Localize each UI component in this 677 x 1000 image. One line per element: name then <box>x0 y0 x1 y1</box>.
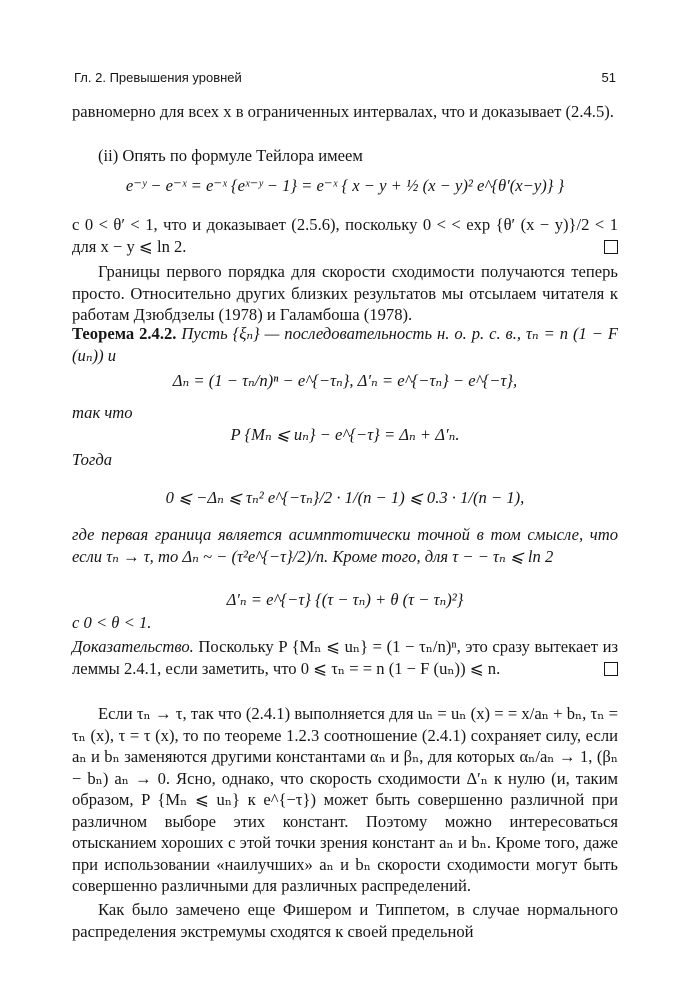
theorem-statement <box>72 323 618 366</box>
paragraph-asymptotic: где первая граница является асимптотически точной в том смысле, что если τₙ → τ, то Δₙ ~ − (τ²e^{−τ}/2)/n. Кроме того, для τ − − τₙ ⩽ ln 2 <box>72 525 618 566</box>
paragraph-fisher-tippett: Как было замечено еще Фишером и Типпетом, в случае нормального распределения экстремумы сходятся к своей предельной <box>72 900 618 941</box>
proof-paragraph <box>72 636 618 679</box>
equation-deltas: Δₙ = (1 − τₙ/n)ⁿ − e^{−τₙ}, Δ′ₙ = e^{−τₙ} − e^{−τ}, <box>172 371 518 390</box>
paragraph-normalization: Если τₙ → τ, так что (2.4.1) выполняется для uₙ = uₙ (x) = = x/aₙ + bₙ, τₙ = τₙ (x), τ = τ (x), то по теореме 1.2.3 соотношение (2.4.1) сохраняет силу, если aₙ и bₙ заменяются другими константами αₙ и βₙ, для которых αₙ/aₙ → 1, (βₙ − bₙ) aₙ → 0. Ясно, однако, что скорость сходимости Δ′ₙ к нулю (и, таким образом, P {Mₙ ⩽ uₙ} к e^{−τ}) может быть совершенно различной при различном выборе этих констант. Поэтому можно интересоваться отысканием хороших с этой точки зрения констант aₙ и bₙ. Кроме того, даже при использовании «наилучших» aₙ и bₙ скорости сходимости могут быть совершенно различными для различных распределений. <box>72 704 618 895</box>
paragraph-bounds: Границы первого порядка для скорости сходимости получаются теперь просто. Относительно других близких результатов мы отсылаем читателя к работам Дзюбдзелы (1978) и Галамбоша (1978). <box>72 262 618 324</box>
proof-label: Доказательство. <box>72 637 194 656</box>
qed-square-icon <box>604 662 618 676</box>
proof-text: Поскольку P {Mₙ ⩽ uₙ} = (1 − τₙ/n)ⁿ, это сразу вытекает из леммы 2.4.1, если заметить, что 0 ⩽ τₙ = = n (1 − F (uₙ)) ⩽ n. <box>72 637 618 678</box>
text-so-that: так что <box>72 403 133 422</box>
proof-end-text: с 0 < θ′ < 1, что и доказывает (2.5.6), поскольку 0 < < exp {θ′ (x − y)}/2 < 1 для x − y ⩽ ln 2. <box>72 215 618 256</box>
equation-taylor: e⁻ʸ − e⁻ˣ = e⁻ˣ {eˣ⁻ʸ − 1} = e⁻ˣ { x − y + ½ (x − y)² e^{θ′(x−y)} } <box>125 176 565 195</box>
theorem-text: Пусть {ξₙ} — последовательность н. о. р. с. в., τₙ = n (1 − F (uₙ)) и <box>72 324 618 365</box>
equation-delta-prime: Δ′ₙ = e^{−τ} {(τ − τₙ) + θ (τ − τₙ)²} <box>226 590 464 609</box>
running-title: Гл. 2. Превышения уровней <box>74 70 242 85</box>
paragraph-proof-end <box>72 214 618 257</box>
equation-probability: P {Mₙ ⩽ uₙ} − e^{−τ} = Δₙ + Δ′ₙ. <box>230 425 460 444</box>
equation-bound: 0 ⩽ −Δₙ ⩽ τₙ² e^{−τₙ}/2 · 1/(n − 1) ⩽ 0.3 · 1/(n − 1), <box>165 488 525 507</box>
theorem-label: Теорема 2.4.2. <box>72 324 177 343</box>
running-header <box>72 67 618 89</box>
paragraph-taylor: (ii) Опять по формуле Тейлора имеем <box>98 146 363 165</box>
text-theta-range: с 0 < θ < 1. <box>72 613 152 632</box>
text-then: Тогда <box>72 450 113 469</box>
paragraph-continuation: равномерно для всех x в ограниченных интервалах, что и доказывает (2.4.5). <box>72 102 614 121</box>
page-number: 51 <box>601 70 616 85</box>
qed-square-icon <box>604 240 618 254</box>
